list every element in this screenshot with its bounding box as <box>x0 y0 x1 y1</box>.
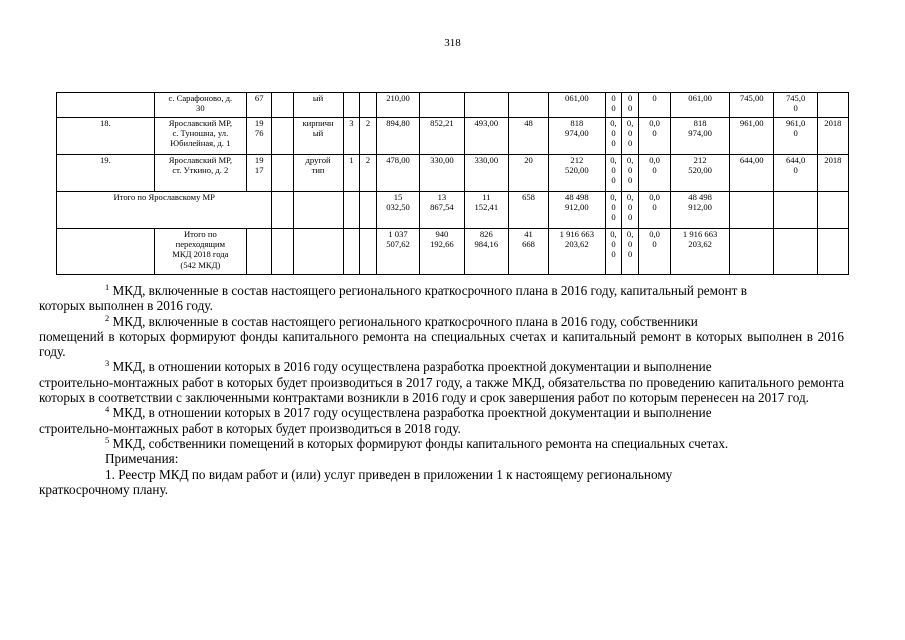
cell-c14-line: 0,0 <box>649 155 660 165</box>
cell-c9 <box>464 192 508 229</box>
cell-entr <box>360 155 377 192</box>
cell-address-line: с. Туношна, ул. <box>172 128 229 139</box>
cell-c12 <box>605 118 622 155</box>
cell-c12-line: 0 <box>611 138 616 149</box>
cell-mat <box>293 192 343 229</box>
cell-c13 <box>622 93 639 118</box>
cell-c14-line: 0,0 <box>649 229 660 239</box>
cell-year-line: 76 <box>254 128 264 139</box>
cell-c12-line: 0 <box>611 93 616 103</box>
cell-c13-line: 0 <box>627 249 633 260</box>
cell-c18 <box>817 192 848 229</box>
cell-floors <box>343 93 360 118</box>
cell-c18 <box>817 229 848 275</box>
cell-c13 <box>622 155 639 192</box>
cell-c14 <box>638 93 670 118</box>
footnote-line-1: МКД, в отношении которых в 2017 году осуществлена разработка проектной документации и выполнение <box>112 405 712 421</box>
page-number: 318 <box>444 37 461 49</box>
cell-entr <box>360 192 377 229</box>
cell-c18 <box>817 93 848 118</box>
cell-c15-line: 520,00 <box>688 165 712 176</box>
cell-c13-line: 0 <box>627 128 633 139</box>
cell-mat <box>293 155 343 192</box>
cell-floors <box>343 118 360 155</box>
cell-c13-line: 0 <box>627 202 633 213</box>
footnote-2 <box>89 314 844 329</box>
cell-mat-line: ый <box>312 128 324 139</box>
subtotal-label-cell-line: Итого по Ярославскому МР <box>113 192 215 202</box>
cell-c13-line: 0, <box>626 155 634 165</box>
cell-c10-line: 668 <box>522 239 535 250</box>
cell-c17 <box>774 155 817 192</box>
table-row <box>57 192 849 229</box>
cell-c12-line: 0, <box>610 229 617 239</box>
cell-c17-line: 745,0 <box>785 93 806 103</box>
footnote-5 <box>89 436 844 451</box>
cell-total-line: 210,00 <box>386 93 410 103</box>
cell-c14-line: 0 <box>652 165 657 176</box>
cell-c16-line: 961,00 <box>739 118 764 128</box>
cell-mat <box>293 229 343 275</box>
cell-c16-line: 745,00 <box>739 93 764 103</box>
cell-c11-line: 061,00 <box>565 93 589 103</box>
cell-c16 <box>730 229 774 275</box>
cell-c11-line: 48 498 <box>565 192 589 202</box>
cell-c11-line: 1 916 663 <box>559 229 595 239</box>
cell-c10 <box>509 155 549 192</box>
cell-c12 <box>605 229 622 275</box>
cell-c14 <box>638 229 670 275</box>
footnote-line-1: МКД, в отношении которых в 2016 году осуществлена разработка проектной документации и выполнение <box>112 359 712 375</box>
cell-c15 <box>671 192 730 229</box>
cell-total <box>376 118 419 155</box>
cell-c11-line: 212 <box>570 155 584 165</box>
cell-total <box>376 93 419 118</box>
table-row <box>57 229 849 275</box>
cell-number <box>57 93 155 118</box>
cell-c15-line: 212 <box>693 155 707 165</box>
cell-c15-line: 818 <box>693 118 707 128</box>
cell-c15-line: 061,00 <box>688 93 712 103</box>
cell-c15 <box>671 229 730 275</box>
cell-c9-line: 493,00 <box>474 118 499 128</box>
cell-c13-line: 0 <box>627 175 633 186</box>
cell-c10 <box>509 192 549 229</box>
cell-c11-line: 520,00 <box>565 165 589 176</box>
cell-floors <box>343 155 360 192</box>
cell-c8 <box>420 229 464 275</box>
cell-c3 <box>272 118 293 155</box>
cell-c18 <box>817 155 848 192</box>
cell-c9 <box>464 93 508 118</box>
cell-c13-line: 0 <box>627 138 633 149</box>
cell-c12-line: 0 <box>611 103 616 114</box>
cell-total-line: 15 <box>393 192 403 202</box>
cell-c12 <box>605 93 622 118</box>
cell-c10 <box>509 93 549 118</box>
footnote-mark: 4 <box>105 404 110 415</box>
cell-c16 <box>730 155 774 192</box>
footnote-mark: 5 <box>105 434 110 445</box>
cell-c15-line: 1 916 663 <box>682 229 718 239</box>
cell-year-line: 67 <box>254 93 264 103</box>
cell-c11 <box>549 229 606 275</box>
cell-c3 <box>272 229 293 275</box>
cell-c17-line: 0 <box>793 103 798 114</box>
cell-c11 <box>549 155 606 192</box>
cell-floors-line: 3 <box>349 118 354 128</box>
cell-entr-line: 2 <box>365 118 371 128</box>
cell-c10 <box>509 118 549 155</box>
cell-c17-line: 0 <box>793 165 798 176</box>
cell-c17-line: 644,0 <box>785 155 806 165</box>
cell-total <box>376 192 419 229</box>
cell-c16 <box>730 93 774 118</box>
cell-c18 <box>817 118 848 155</box>
cell-c8-line: 940 <box>435 229 449 239</box>
cell-address-line: Ярославский МР, <box>168 118 232 128</box>
cell-c13-line: 0 <box>627 93 633 103</box>
cell-c14-line: 0 <box>652 128 657 139</box>
cell-c8-line: 13 <box>437 192 447 202</box>
cell-c12-line: 0 <box>611 128 616 139</box>
cell-address-line: с. Сарафоново, д. <box>168 93 233 103</box>
cell-address-line: Ярославский МР, <box>168 155 232 165</box>
footnote-1 <box>89 283 844 298</box>
cell-c8 <box>420 192 464 229</box>
cell-c12-line: 0 <box>611 165 616 176</box>
cell-mat-line: другой <box>305 155 331 165</box>
cell-c15-line: 974,00 <box>688 128 712 139</box>
cell-c9 <box>464 118 508 155</box>
cell-c8-line: 852,21 <box>430 118 454 128</box>
cell-c14-line: 0 <box>652 202 657 213</box>
cell-mat-line: ый <box>312 93 324 103</box>
footnote-2-continuation: помещений в которых формируют фонды капитального ремонта на специальных счетах и капитальный ремонт в которых выполнен в 2016 году. <box>39 328 844 360</box>
cell-c16 <box>730 118 774 155</box>
table-row <box>57 155 849 192</box>
cell-c17 <box>774 229 817 275</box>
cell-c12-line: 0 <box>611 239 616 250</box>
cell-c3 <box>272 192 293 229</box>
cell-entr-line: 2 <box>365 155 371 165</box>
cell-c13 <box>622 118 639 155</box>
cell-total-line: 478,00 <box>386 155 410 165</box>
cell-c8 <box>420 118 464 155</box>
footnote-3-continuation: строительно-монтажных работ в которых будет производиться в 2017 году, а также МКД, обязательства по проведению капитального ремонта которых в соответствии с заключенными контрактами возникли в 2016 году и срок завершения работ по которым перенесен на 2017 год. <box>39 374 844 406</box>
cell-c14-line: 0,0 <box>649 192 660 202</box>
cell-c9-line: 826 <box>479 229 493 239</box>
footnote-line-1: МКД, включенные в состав настоящего регионального краткосрочного плана в 2016 году, капитальный ремонт в <box>112 283 747 298</box>
cell-year-line: 19 <box>254 118 264 128</box>
cell-c13-line: 0 <box>627 212 633 223</box>
cell-c8 <box>420 155 464 192</box>
cell-c14-line: 0 <box>652 239 657 250</box>
cell-c9 <box>464 155 508 192</box>
cell-c14-line: 0 <box>652 93 657 103</box>
cell-c10-line: 48 <box>524 118 533 128</box>
notes-heading: Примечания: <box>105 451 179 467</box>
cell-c12-line: 0, <box>610 192 617 202</box>
cell-c10-line: 658 <box>522 192 535 202</box>
cell-year-line: 17 <box>254 165 264 176</box>
cell-c9-line: 984,16 <box>474 239 499 250</box>
footnote-mark: 1 <box>105 282 110 292</box>
cell-c17-line: 0 <box>793 128 798 139</box>
cell-c15 <box>671 118 730 155</box>
cell-address-line: ст. Уткино, д. 2 <box>172 165 229 176</box>
cell-mat-line: тип <box>311 165 325 176</box>
cell-c13-line: 0 <box>627 165 633 176</box>
cell-c3 <box>272 155 293 192</box>
cell-c3 <box>272 93 293 118</box>
cell-c15 <box>671 93 730 118</box>
cell-address <box>154 118 246 155</box>
note-1-continuation: краткосрочному плану. <box>39 481 169 497</box>
cell-total-line: 507,62 <box>386 239 410 250</box>
cell-c11 <box>549 192 606 229</box>
cell-address <box>154 93 246 118</box>
footnote-1-continuation: которых выполнен в 2016 году. <box>39 298 213 314</box>
cell-c15-line: 203,62 <box>688 239 712 250</box>
cell-entr <box>360 229 377 275</box>
cell-c16 <box>730 192 774 229</box>
cell-entr <box>360 118 377 155</box>
note-1 <box>89 467 844 482</box>
cell-address <box>154 155 246 192</box>
cell-c15-line: 912,00 <box>688 202 712 213</box>
cell-c17 <box>774 118 817 155</box>
cell-c10-line: 20 <box>524 155 533 165</box>
cell-c17-line: 961,0 <box>785 118 806 128</box>
cell-number: 19. <box>57 155 155 192</box>
cell-c12 <box>605 192 622 229</box>
table-row <box>57 93 849 118</box>
cell-c9-line: 11 <box>482 192 491 202</box>
cell-c11-line: 818 <box>570 118 584 128</box>
cell-number <box>57 229 155 275</box>
cell-c12-line: 0 <box>611 202 616 213</box>
register-table <box>56 92 849 275</box>
cell-c17 <box>774 192 817 229</box>
cell-c14-line: 0,0 <box>649 118 660 128</box>
cell-c13-line: 0, <box>626 192 634 202</box>
cell-c17 <box>774 93 817 118</box>
cell-mat <box>293 93 343 118</box>
cell-c9-line: 152,41 <box>474 202 499 213</box>
footnote-4-continuation: строительно-монтажных работ в которых будет производиться в 2018 году. <box>39 420 461 436</box>
cell-c8-line: 867,54 <box>430 202 454 213</box>
footnote-line-1: МКД, включенные в состав настоящего регионального краткосрочного плана в 2016 году, собственники <box>112 313 698 329</box>
cell-mat <box>293 118 343 155</box>
cell-c8-line: 192,66 <box>430 239 454 250</box>
cell-total <box>376 229 419 275</box>
cell-year <box>246 229 272 275</box>
cell-total-line: 894,80 <box>386 118 410 128</box>
cell-c14 <box>638 192 670 229</box>
cell-c13 <box>622 192 639 229</box>
footnote-4 <box>89 405 844 420</box>
table-row <box>57 118 849 155</box>
cell-floors-line: 1 <box>349 155 354 165</box>
cell-c11-line: 912,00 <box>565 202 589 213</box>
cell-year-line: 19 <box>254 155 264 165</box>
cell-address-line: Итого по <box>183 229 217 239</box>
cell-number: 18. <box>57 118 155 155</box>
cell-c12-line: 0, <box>610 155 617 165</box>
cell-c11 <box>549 118 606 155</box>
footnotes-block <box>39 282 844 497</box>
cell-mat-line: кирпичн <box>302 118 334 128</box>
cell-c13-line: 0, <box>626 118 634 128</box>
cell-c11-line: 974,00 <box>565 128 589 139</box>
cell-c14 <box>638 155 670 192</box>
cell-c15-line: 48 498 <box>688 192 712 202</box>
cell-c8 <box>420 93 464 118</box>
cell-c8-line: 330,00 <box>430 155 454 165</box>
footnote-mark: 3 <box>105 358 110 369</box>
cell-c13 <box>622 229 639 275</box>
cell-total-line: 1 037 <box>388 229 408 239</box>
cell-c12 <box>605 155 622 192</box>
cell-c13-line: 0 <box>627 103 633 114</box>
cell-c13-line: 0, <box>626 229 634 239</box>
cell-c10-line: 41 <box>524 229 533 239</box>
cell-total-line: 032,50 <box>386 202 410 213</box>
cell-c16-line: 644,00 <box>739 155 764 165</box>
cell-address-line: 30 <box>196 103 205 114</box>
cell-address-line: переходящим <box>175 239 226 250</box>
cell-c9-line: 330,00 <box>474 155 499 165</box>
cell-c18-line: 2018 <box>824 155 842 165</box>
cell-c12-line: 0 <box>611 212 616 223</box>
cell-c15 <box>671 155 730 192</box>
footnote-mark: 2 <box>105 312 110 323</box>
cell-c13-line: 0 <box>627 239 633 250</box>
cell-floors <box>343 192 360 229</box>
cell-c12-line: 0 <box>611 249 616 260</box>
cell-total <box>376 155 419 192</box>
cell-c11 <box>549 93 606 118</box>
note-1-line-1: 1. Реестр МКД по видам работ и (или) услуг приведен в приложении 1 к настоящему региональному <box>105 466 673 482</box>
footnote-line-1: МКД, собственники помещений в которых формируют фонды капитального ремонта на специальных счетах. <box>112 435 729 451</box>
cell-c12-line: 0 <box>611 175 616 186</box>
cell-c9 <box>464 229 508 275</box>
cell-c10 <box>509 229 549 275</box>
cell-address-line: (542 МКД) <box>180 259 221 270</box>
cell-c18-line: 2018 <box>824 118 842 128</box>
cell-entr <box>360 93 377 118</box>
cell-c14 <box>638 118 670 155</box>
cell-year <box>246 118 272 155</box>
cell-address-line: МКД 2018 года <box>172 249 229 260</box>
cell-c11-line: 203,62 <box>565 239 589 250</box>
cell-address-line: Юбилейная, д. 1 <box>170 138 231 149</box>
cell-address <box>154 229 246 275</box>
cell-year <box>246 155 272 192</box>
cell-floors <box>343 229 360 275</box>
subtotal-label-cell <box>57 192 272 229</box>
footnote-3 <box>89 359 844 374</box>
cell-c12-line: 0, <box>610 118 617 128</box>
cell-year <box>246 93 272 118</box>
